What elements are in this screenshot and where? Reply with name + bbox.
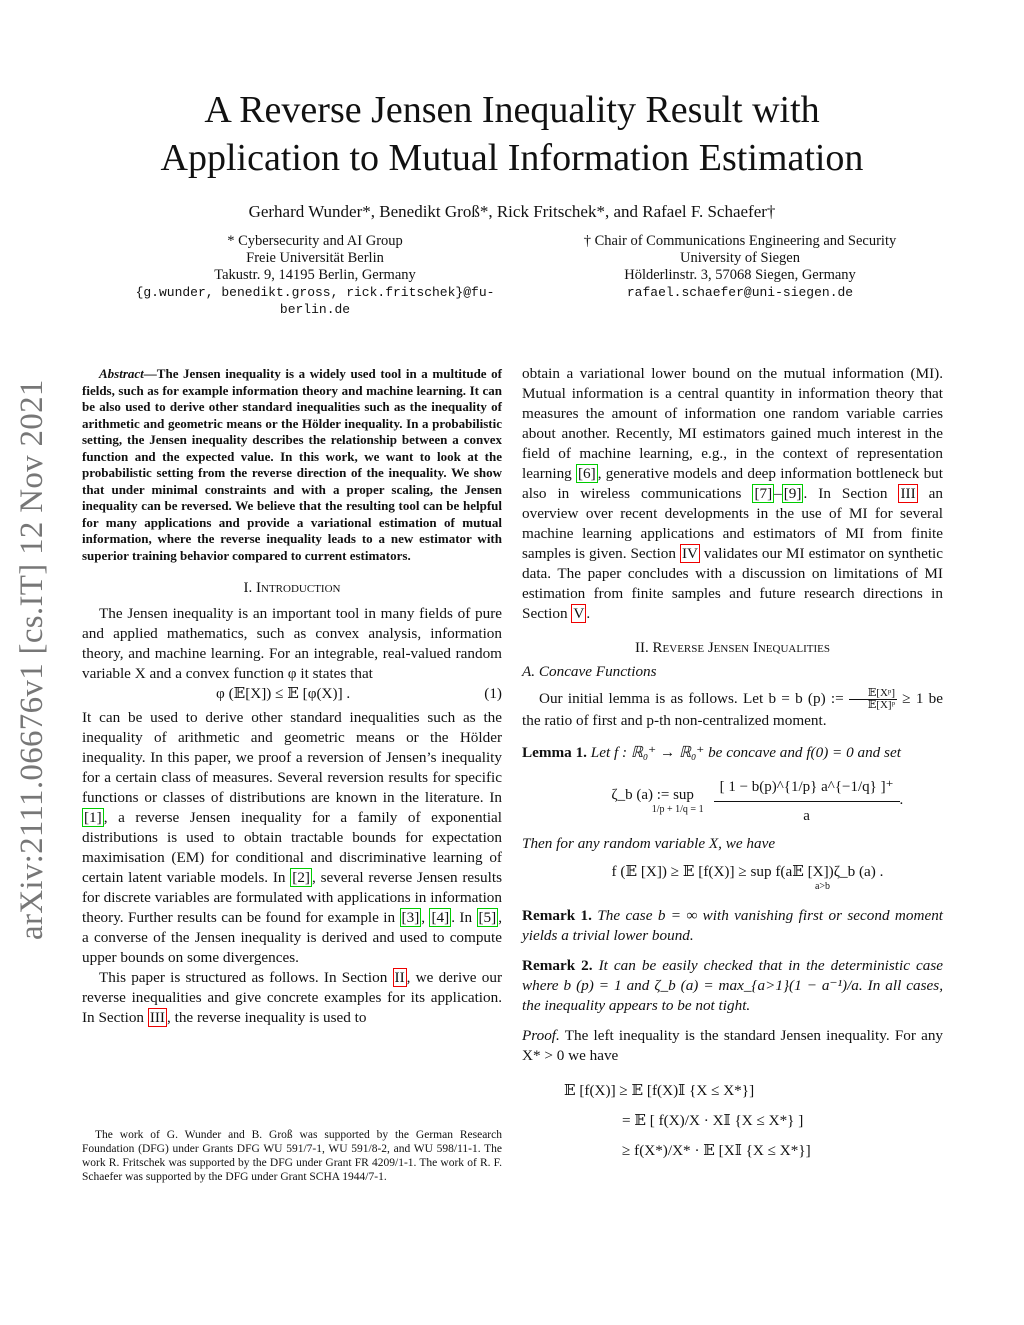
citation-1[interactable]: [1]	[84, 809, 102, 826]
lemma-1	[522, 743, 943, 763]
funding-footnote: The work of G. Wunder and B. Groß was supported by the German Research Foundation (DFG) under Grants DFG WU 591/7-1, WU 591/8-2, and WU 598/11-1. The work R. Fritschek was supported by the DFG under Grant FR 4209/1-1. The work of R. F. Schaefer was supported by the DFG under Grant SCHA 1944/7-1.	[82, 1129, 502, 1183]
zeta-definition: ζ_b (a) := sup 1/p + 1/q = 1 $\frac{[ 1 - b(p)\^{}\{1/p\} a\^{}\{-1/q\} ]^+}{a}$ .	[562, 773, 943, 826]
intro-paragraph-2: It can be used to derive other standard inequalities such as the inequality of arithmetic and geometric means or the Hölder inequality. In this paper, we proof a reversion of Jensen’s inequality for a certain class of measures. Several reversion results for specific functions or classes of distributions are known in the literature. In [1] , a reverse Jensen inequality for a family of exponential distributions is used to obtain tractable bounds for expectation maximisation (EM) for conditional and discriminative learning of certain latent variable models. In [2] , several reverse Jensen results for discrete variables are formulated with applications in information theory. Further results can be found for example in [3] , [4] . In [5] , a converse of the Jensen inequality is derived and used to compute upper bounds on some divergences.	[82, 709, 503, 966]
citation-5[interactable]: [5]	[478, 909, 497, 926]
author-list: Gerhard Wunder*, Benedikt Groß*, Rick Fritschek*, and Rafael F. Schaefer†	[248, 202, 776, 221]
citation-9[interactable]: [9]	[783, 485, 802, 502]
affiliation-left-line1: * Cybersecurity and AI Group	[227, 233, 403, 249]
affiliation-left-email: {g.wunder, benedikt.gross, rick.fritschek}@fu-berlin.de	[135, 285, 495, 317]
section-link-III-b[interactable]: III	[900, 485, 916, 502]
remark-2: Remark 2. It can be easily checked that in the deterministic case where b (p) = 1 and ζ_b (a) = max_{a>1}(1 − a⁻¹)/a. In all cases, the inequality appears to be not tight.	[522, 957, 943, 1014]
title-line-2: Application to Mutual Information Estimation	[160, 137, 864, 179]
zeta-definition-lhs: ζ_b (a) := sup	[611, 786, 694, 803]
affiliation-left	[110, 233, 520, 318]
section-2-heading: II. Reverse Jensen Inequalities	[635, 640, 830, 656]
remark-1: Remark 1. The case b = ∞ with vanishing first or second moment yields a trivial lower bound.	[522, 907, 944, 944]
citation-6[interactable]: [6]	[577, 465, 596, 482]
abstract-text: —The Jensen inequality is a widely used tool in a multitude of fields, such as for example information theory and machine learning. It can be also used to derive other standard inequalities such as the inequality of arithmetic and geometric means or the Hölder inequality. In a probabilistic setting, the Jensen inequality describes the relationship between a convex function and the expected value. In this work, we want to look at the probabilistic setting from the reverse direction of the inequality. We show that under minimal constraints and with a proper scaling, the Jensen inequality can be reversed. We believe that the resulting tool can be helpful for many applications and provide a variational estimation of mutual information, where the reverse inequality leads to a new estimator with superior training behavior compared to current estimators.	[82, 366, 502, 563]
lemma-1-statement: Let f : ℝ₀⁺ → ℝ₀⁺ be concave and f(0) = 0 and set	[590, 744, 901, 761]
citation-7[interactable]: [7]	[754, 485, 773, 502]
section-link-V[interactable]: V	[573, 605, 585, 622]
affiliation-right	[565, 233, 915, 301]
lemma-1-label: Lemma 1.	[522, 744, 587, 761]
section-link-IV[interactable]: IV	[681, 545, 698, 562]
citation-2[interactable]: [2]	[292, 869, 310, 886]
title-line-1: A Reverse Jensen Inequality Result with	[204, 89, 820, 131]
mi-paragraph: obtain a variational lower bound on the mutual information (MI). Mutual information is a central quantity in information theory that measures the amount of information one random variable carries about another. Recently, MI estimators gained much interest in the field of machine learning, e.g., in the context of representation learning [6] , generative models and deep information bottleneck but also in wireless communications [7] – [9] . In Section III an overview over recent developments in the use of MI for several machine learning applications and estimators of MI from finite samples is given. Section IV validates our MI estimator on synthetic data. The paper concludes with a discussion on limitations of MI estimation from finite samples and future research directions in Section V .	[522, 365, 943, 622]
proof: Proof. The left inequality is the standard Jensen inequality. For any X* > 0 we have	[522, 1027, 944, 1064]
proof-label: Proof.	[522, 1027, 560, 1044]
abstract	[82, 366, 502, 564]
section-link-II[interactable]: II	[394, 969, 405, 986]
arxiv-identifier: arXiv:2111.06676v1 [cs.IT] 12 Nov 2021	[14, 379, 50, 940]
affiliation-right-line1: † Chair of Communications Engineering and Security	[583, 233, 897, 249]
section-1-heading: I. Introduction	[243, 580, 341, 596]
lemma-inequality-subscript: a>b	[814, 881, 831, 892]
affiliation-left-line3: Takustr. 9, 14195 Berlin, Germany	[214, 267, 416, 283]
remark-1-label: Remark 1.	[522, 907, 592, 924]
affiliation-left-line2: Freie Universität Berlin	[246, 250, 384, 266]
intro-paragraph-1: The Jensen inequality is an important tool in many fields of pure and applied mathematics, such as convex analysis, information theory, and machine learning. For an integrable, real-valued random variable X and a convex function φ it states that	[82, 605, 502, 682]
lemma-intro: Our initial lemma is as follows. Let b = b (p) := $\frac{\text{𝔼[Xᵖ]}}{\text{𝔼[X]ᵖ}}$ ≥ 1 be the ratio of first and p-th non-centralized moment.	[522, 687, 944, 729]
proof-step-2: = 𝔼 [ f(X)/X · X𝕀 {X ≤ X*} ]	[622, 1112, 804, 1129]
affiliation-right-line2: University of Siegen	[679, 250, 800, 266]
proof-derivation	[522, 1076, 943, 1166]
equation-1-body: φ (𝔼[X]) ≤ 𝔼 [φ(X)] .	[216, 685, 351, 702]
equation-1-number: (1)	[484, 685, 502, 702]
left-column	[82, 366, 502, 1028]
intro-paragraph-3: This paper is structured as follows. In Section II , we derive our reverse inequalities and give concrete examples for its application. In Section III , the reverse inequality is used to	[82, 969, 502, 1026]
abstract-label: Abstract	[99, 366, 144, 381]
moment-ratio-fraction: $\frac{\text{𝔼[Xᵖ]}}{\text{𝔼[X]ᵖ}}$	[849, 688, 897, 711]
lemma-inequality: f (𝔼 [X]) ≥ 𝔼 [f(X)] ≥ sup f(a𝔼 [X])ζ_b (a) . a>b	[522, 862, 943, 892]
proof-step-1: 𝔼 [f(X)] ≥ 𝔼 [f(X)𝕀 {X ≤ X*}]	[564, 1082, 755, 1099]
section-link-III[interactable]: III	[149, 1009, 165, 1026]
lemma-then-text: Then for any random variable X, we have	[522, 835, 776, 852]
affiliation-right-line3: Hölderlinstr. 3, 57068 Siegen, Germany	[624, 267, 856, 283]
remark-2-label: Remark 2.	[522, 957, 593, 974]
equation-1	[82, 684, 502, 704]
citation-4[interactable]: [4]	[431, 909, 450, 926]
citation-3[interactable]: [3]	[401, 909, 420, 926]
proof-step-3: ≥ f(X*)/X* · 𝔼 [X𝕀 {X ≤ X*}]	[622, 1142, 811, 1159]
paper-title	[0, 86, 1024, 182]
zeta-definition-subscript: 1/p + 1/q = 1	[651, 803, 704, 815]
zeta-definition-fraction: $\frac{[ 1 - b(p)\^{}\{1/p\} a\^{}\{-1/q\} ]^+}{a}$	[714, 773, 900, 826]
right-column	[522, 364, 943, 1166]
affiliation-right-email: rafael.schaefer@uni-siegen.de	[626, 285, 854, 300]
subsection-a-heading: A. Concave Functions	[522, 663, 657, 680]
